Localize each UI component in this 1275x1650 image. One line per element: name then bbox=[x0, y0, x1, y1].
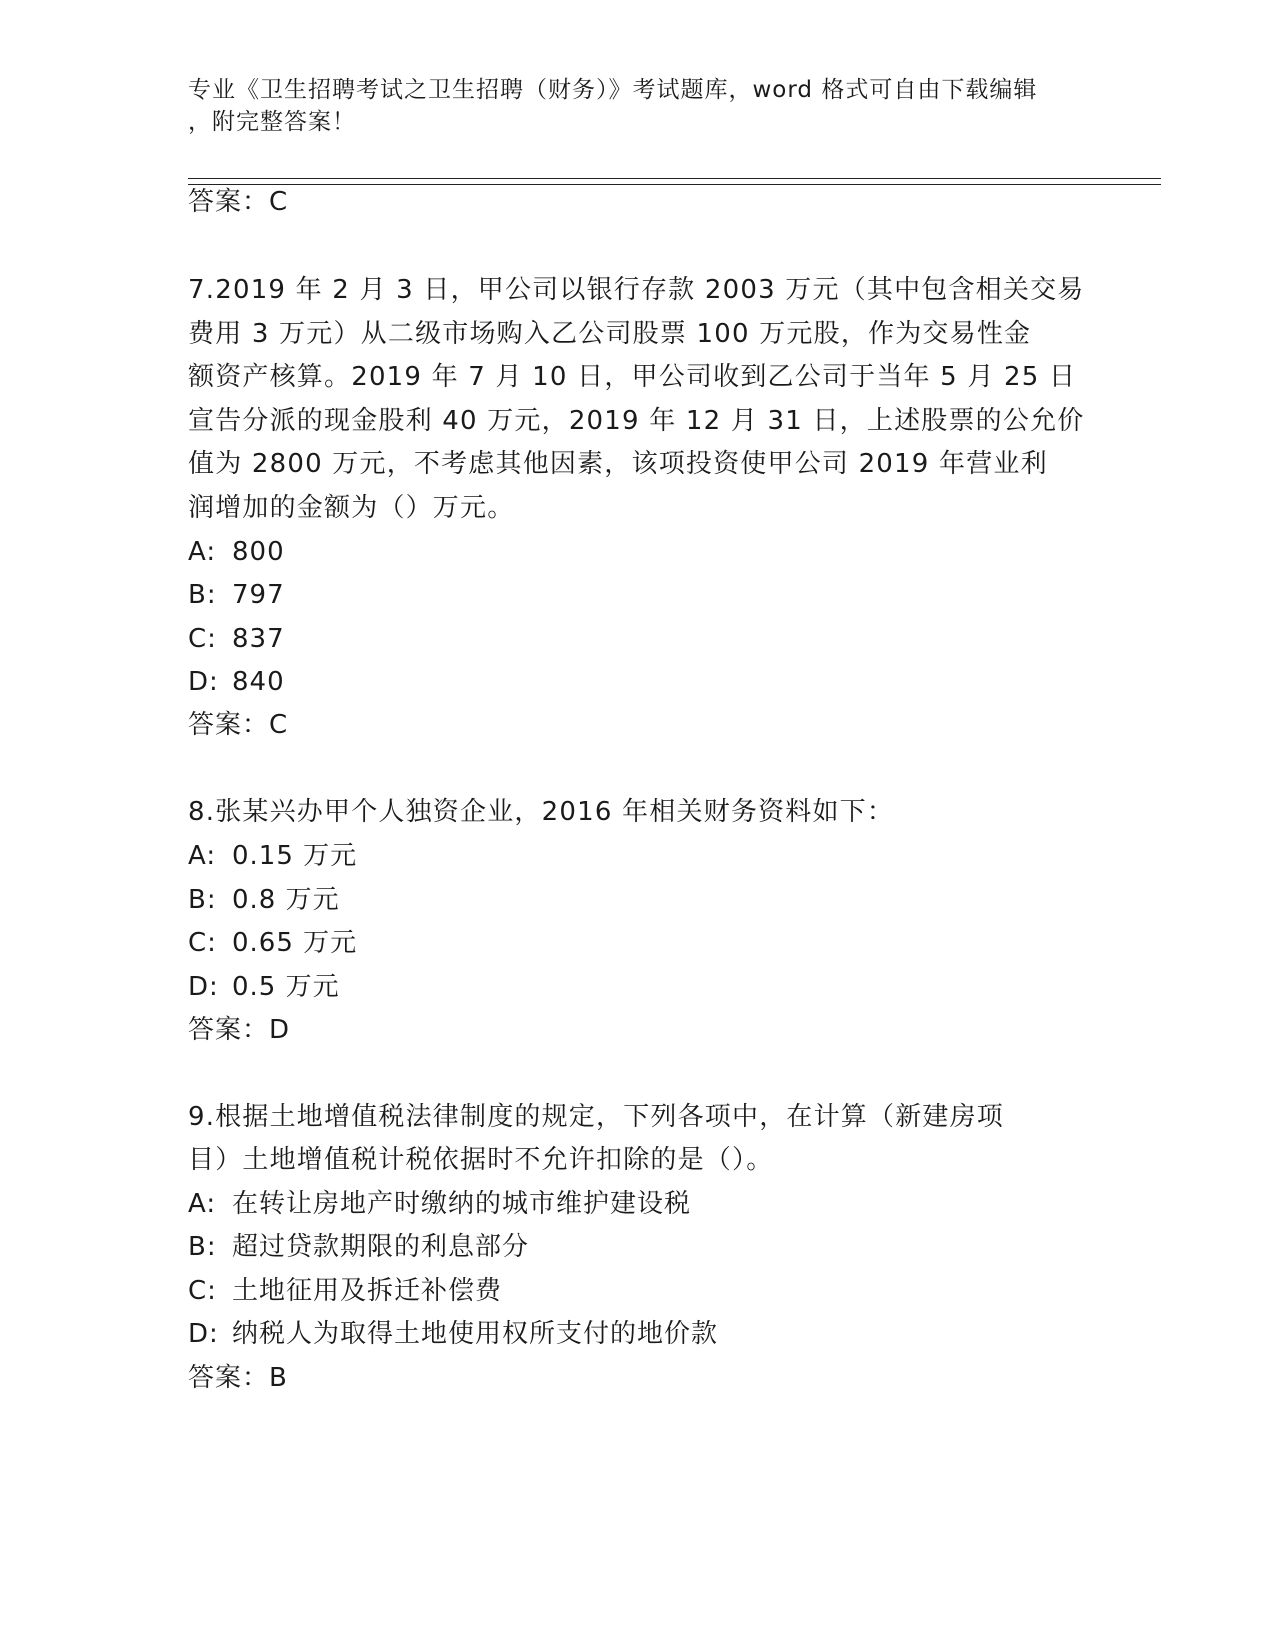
option-text: 840 bbox=[232, 667, 285, 697]
q7-stem-line-3: 额资产核算。2019 年 7 月 10 日，甲公司收到乙公司于当年 5 月 25 日 bbox=[188, 362, 1077, 392]
q7-option-a bbox=[188, 536, 285, 568]
answer-q7: 答案：C bbox=[188, 710, 289, 740]
option-text: 超过贷款期限的利息部分 bbox=[232, 1232, 530, 1262]
option-text: 土地征用及拆迁补偿费 bbox=[232, 1276, 503, 1306]
q7-option-d bbox=[188, 666, 285, 698]
q9-option-a bbox=[188, 1188, 691, 1220]
option-letter: B: bbox=[188, 885, 217, 915]
q9-stem-line-1: 9.根据土地增值税法律制度的规定，下列各项中，在计算（新建房项 bbox=[188, 1102, 1005, 1132]
answer-prev: 答案：C bbox=[188, 187, 289, 217]
option-letter: A: bbox=[188, 537, 217, 567]
q9-option-b bbox=[188, 1231, 529, 1263]
option-letter: B: bbox=[188, 1232, 217, 1262]
q7-option-c bbox=[188, 623, 285, 655]
q7-stem-line-1: 7.2019 年 2 月 3 日，甲公司以银行存款 2003 万元（其中包含相关交易 bbox=[188, 275, 1085, 305]
option-letter: D: bbox=[188, 667, 219, 697]
header-line-2: ，附完整答案！ bbox=[188, 109, 356, 135]
q8-option-d bbox=[188, 971, 340, 1003]
option-text: 797 bbox=[232, 580, 285, 610]
q8-stem: 8.张某兴办甲个人独资企业，2016 年相关财务资料如下： bbox=[188, 797, 895, 827]
q9-option-c bbox=[188, 1275, 502, 1307]
page-header bbox=[188, 74, 1088, 138]
q7-stem-line-5: 值为 2800 万元，不考虑其他因素，该项投资使甲公司 2019 年营业利 bbox=[188, 449, 1048, 479]
q7-stem-line-2: 费用 3 万元）从二级市场购入乙公司股票 100 万元股，作为交易性金 bbox=[188, 319, 1032, 349]
q7-stem-line-6: 润增加的金额为（）万元。 bbox=[188, 493, 515, 523]
option-text: 在转让房地产时缴纳的城市维护建设税 bbox=[232, 1189, 692, 1219]
option-text: 0.65 万元 bbox=[232, 928, 358, 958]
option-letter: C: bbox=[188, 1276, 217, 1306]
option-letter: D: bbox=[188, 972, 219, 1002]
q8-option-a bbox=[188, 840, 357, 872]
q9-option-d bbox=[188, 1318, 718, 1350]
option-text: 800 bbox=[232, 537, 285, 567]
option-text: 纳税人为取得土地使用权所支付的地价款 bbox=[232, 1319, 719, 1349]
option-letter: B: bbox=[188, 580, 217, 610]
q7-stem-line-4: 宣告分派的现金股利 40 万元，2019 年 12 月 31 日，上述股票的公允价 bbox=[188, 406, 1085, 436]
option-text: 0.8 万元 bbox=[232, 885, 340, 915]
q7-option-b bbox=[188, 579, 285, 611]
answer-q8: 答案：D bbox=[188, 1015, 291, 1045]
option-text: 837 bbox=[232, 624, 285, 654]
q8-option-c bbox=[188, 927, 357, 959]
q9-stem-line-2: 目）土地增值税计税依据时不允许扣除的是（）。 bbox=[188, 1145, 774, 1175]
header-line-1: 专业《卫生招聘考试之卫生招聘（财务）》考试题库，word 格式可自由下载编辑 bbox=[188, 77, 1038, 103]
option-letter: D: bbox=[188, 1319, 219, 1349]
option-letter: C: bbox=[188, 624, 217, 654]
header-rule-bottom bbox=[188, 184, 1161, 185]
answer-q9: 答案：B bbox=[188, 1363, 288, 1393]
option-letter: A: bbox=[188, 841, 217, 871]
option-letter: C: bbox=[188, 928, 217, 958]
option-text: 0.5 万元 bbox=[232, 972, 340, 1002]
option-letter: A: bbox=[188, 1189, 217, 1219]
option-text: 0.15 万元 bbox=[232, 841, 358, 871]
q8-option-b bbox=[188, 884, 340, 916]
header-rule-top bbox=[188, 178, 1161, 179]
